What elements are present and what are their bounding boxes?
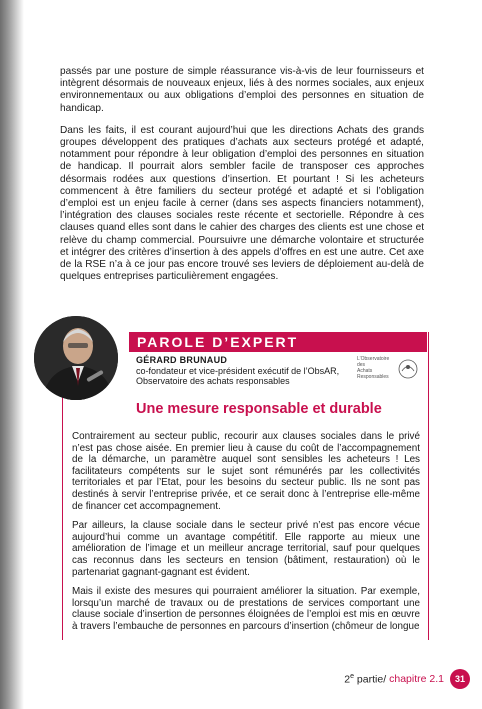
expert-text — [72, 431, 420, 641]
expert-paragraph: Contrairement au secteur public, recourir aux clauses sociales dans le privé n’est pas chose aisée. En premier lieu à cause du coût de l’accompagnement de la démarche, un paramètre auquel sont sensibles les acheteurs ! Les facilitateurs compétents sur le sujet sont rémunérés par les collectivités territoriales et par l’Etat, pour les besoins du secteur public. Ils ne sont pas destinés à servir l’entreprise privée, et ce serait donc à l’entreprise elle-même de financer cet accompagnement. — [72, 431, 420, 512]
expert-paragraph: Par ailleurs, la clause sociale dans le secteur privé n’est pas encore vécue aujourd’hui comme un avantage compétitif. Elle rapporte au mieux une amélioration de l’image et un meilleur ancrage territorial, sauf pour quelques cas reconnus dans les secteurs en tension (bâtiment, restauration) où le partenariat gagnant-gagnant est évident. — [72, 520, 420, 578]
expert-role-line: Observatoire des achats responsables — [136, 376, 290, 386]
footer-chapter: chapitre 2.1 — [389, 673, 444, 685]
body-paragraph: passés par une posture de simple réassurance vis-à-vis de leur fournisseurs et intègrent désormais de nouveaux enjeux, liés à des normes sociales, aux enjeux environnementaux ou aux obligations d’emploi des personnes en situation de handicap. — [60, 66, 424, 114]
expert-role-line: co-fondateur et vice-président exécutif de l’ObsAR, — [136, 365, 340, 376]
left-edge-gradient — [0, 0, 24, 709]
page-footer — [344, 669, 470, 689]
logo-text-line: des — [357, 362, 366, 368]
expert-subtitle: Une mesure responsable et durable — [136, 401, 382, 417]
footer-part-sup: e — [350, 672, 355, 680]
footer-part — [344, 673, 386, 686]
footer-part-label: partie/ — [354, 673, 387, 686]
body-text — [60, 66, 424, 293]
page-number: 31 — [450, 669, 470, 689]
expert-info — [136, 355, 346, 387]
expert-name: GÉRARD BRUNAUD — [136, 355, 228, 365]
logo-text-line: L’Observatoire — [357, 356, 390, 362]
logo-text-line: Achats — [357, 368, 373, 374]
body-paragraph: Dans les faits, il est courant aujourd’hui que les directions Achats des grands groupes développent des pratiques d’achats aux secteurs protégé et adapté, notamment pour répondre à leur obligation d’emploi des personnes en situation de handicap. Il pourrait alors sembler facile de transposer ces approches désormais rodées aux questions d’insertion. Et pourtant ! Si les acheteurs commencent à être familiers du secteur protégé et adapté et si l’obligation d’emploi est un enjeu facile à cerner (dans ses aspects financiers notamment), l’intégration des clauses sociales reste récente et sectorielle. Répondre à ces clauses quand elles sont dans le cahier des charges des clients est une chose et relève du champ commercial. Poursuivre une démarche volontaire et structurée et intégrer des critères d’insertion à des appels d’offres en est une autre. Cet axe de la RSE n’a à ce jour pas encore trouvé ses leviers de déploiement au-delà de quelques entreprises particulièrement engagées. — [60, 124, 424, 283]
logo-text-line: Responsables — [357, 374, 389, 380]
expert-paragraph: Mais il existe des mesures qui pourraient améliorer la situation. Par exemple, lorsqu’un marché de travaux ou de prestations de services comportant une clause sociale d’insertion de personnes éloignées de l’emploi est mis en œuvre à travers l’embauche de personnes en parcours d’insertion (chômeur de longue — [72, 586, 420, 632]
footer-part-number: 2 — [344, 673, 351, 686]
obsar-logo — [356, 354, 420, 388]
expert-heading: PAROLE D’EXPERT — [129, 332, 427, 352]
expert-photo — [34, 316, 118, 400]
